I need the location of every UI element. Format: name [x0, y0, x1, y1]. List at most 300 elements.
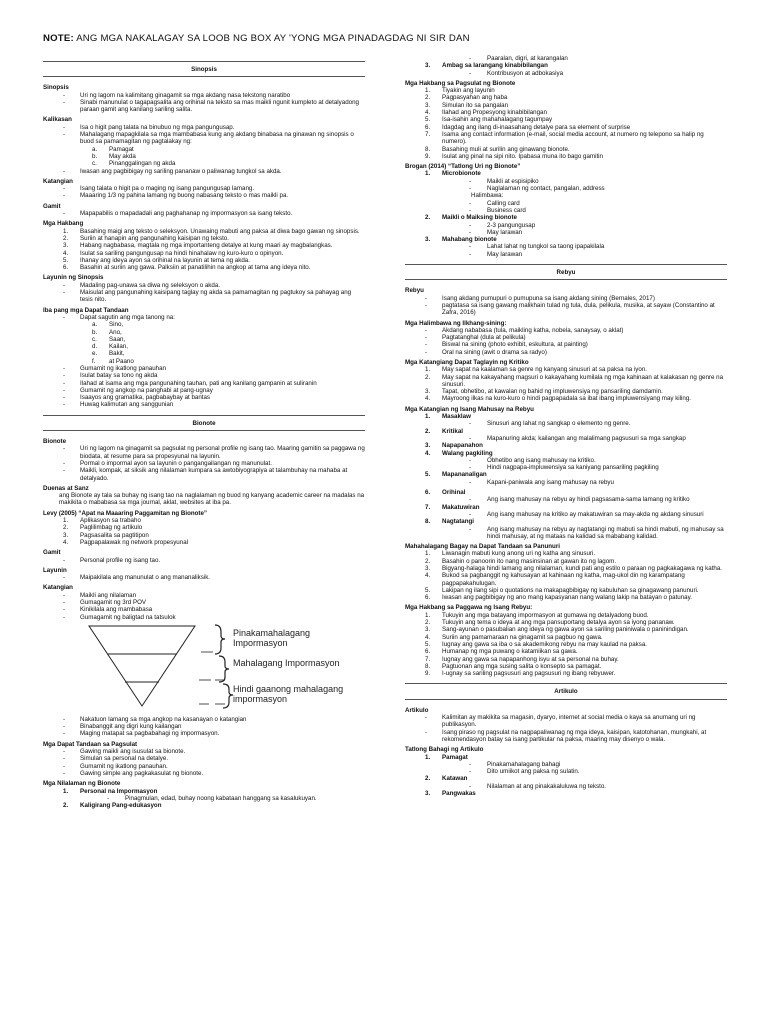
list-marker: c.	[92, 160, 97, 168]
list-marker: 1.	[63, 227, 69, 235]
list-marker: 4.	[425, 633, 431, 641]
list-marker: -	[63, 556, 66, 564]
list-marker: 2.	[425, 427, 431, 435]
list-item	[43, 365, 365, 372]
subsection-title: Layunin ng Sinopsis	[43, 274, 104, 282]
list-item	[405, 663, 727, 670]
list-item	[43, 574, 365, 581]
list-item	[43, 250, 365, 257]
list-marker: -	[63, 730, 66, 738]
subsection-title: Katangian	[43, 177, 73, 185]
list-marker: -	[63, 210, 66, 218]
list-marker: 7.	[425, 503, 431, 511]
list-marker: 3.	[425, 101, 431, 109]
list-item-text: Ilahad at isama ang mga pangunahing tauhan, pati ang kanilang gampanin at suliranin	[80, 379, 317, 387]
subsection-title: Tatlong Bahagi ng Artikulo	[405, 746, 484, 754]
list-item	[405, 641, 727, 648]
list-marker: 2.	[425, 557, 431, 565]
list-item	[405, 395, 727, 402]
list-item	[43, 539, 365, 546]
list-item-text: Kontribusyon at adbokasiya	[487, 69, 564, 77]
list-item	[405, 442, 727, 449]
list-item-text: Uri ng lagom na ginagamit sa pagsulat ng personal profile ng isang tao. Maaring gamitin sa paggawa ng biodata, at resume para sa propesyunal na layunin.	[80, 445, 365, 460]
list-item-text: May larawan	[487, 228, 523, 236]
list-item	[43, 401, 365, 408]
list-item-text: Mahalagang mapagkilala sa mga mambabasa kung ang akdang binabasa na ginawan ng sinopsis o buod sa pamamagitan ng pagtalakay ng:	[80, 131, 354, 146]
list-item	[405, 109, 727, 116]
list-item-text: Gumagamit ng 3rd POV	[80, 599, 147, 606]
list-item	[405, 656, 727, 663]
subsection-title: Mga Hakbang	[43, 220, 84, 228]
list-item	[405, 349, 727, 356]
subsection-title: Artikulo	[405, 706, 429, 714]
list-item	[405, 420, 727, 427]
list-item-text: Pagtuonan ang mga susing salita o konsepto sa pamagat.	[442, 662, 602, 670]
note-text: ANG MGA NAKALAGAY SA LOOB NG BOX AY 'YONG MGA PINADAGDAG NI SIR DAN	[73, 33, 470, 44]
list-item-text: Lahat lahat ng tungkol sa taong ipapakilala	[487, 243, 605, 251]
list-item-text: Humanap ng mga puwang o katamiikan sa gawa.	[442, 648, 578, 656]
subsection-title: Mga Hakbang sa Paggawa ng Isang Rebyu:	[405, 604, 533, 612]
list-item	[43, 185, 365, 192]
brace-3	[223, 684, 233, 708]
list-marker: 3.	[425, 236, 431, 244]
subsection-title: Mahahalagang Bagay na Dapat Tandaan sa Panunuri	[405, 543, 560, 551]
list-item-text: Maikli, kompak, at siksik ang nilalaman kumpara sa awtobiyograpiya at talambuhay na mahaba at detalyado.	[80, 467, 348, 482]
list-item	[405, 496, 727, 503]
list-marker: 3.	[425, 388, 431, 396]
list-item-text: Ano,	[109, 328, 122, 336]
list-marker: 1.	[425, 413, 431, 421]
list-marker: -	[63, 394, 66, 402]
list-item-text: Personal na Impormasyon	[80, 787, 158, 795]
list-marker: 3.	[63, 242, 69, 250]
list-item-text: Kritikal	[442, 427, 463, 435]
list-item-text: Pagtatanghal (dula at pelikula)	[442, 334, 526, 342]
list-marker: -	[425, 326, 428, 334]
list-item	[405, 594, 727, 601]
list-item-text: Isang talata o higit pa o maging ng isang pangungusap lamang.	[80, 185, 255, 193]
list-item-text: Masaklaw	[442, 413, 471, 421]
list-item-text: Paglilimbag ng artikulo	[80, 524, 143, 532]
list-item-text: Personal profile ng isang tao.	[80, 556, 161, 564]
list-item	[405, 302, 727, 317]
list-marker: -	[63, 445, 66, 453]
list-item	[43, 467, 365, 482]
list-item	[405, 94, 727, 101]
list-item-text: Isaayos ang gramatika, pagbabaybay at bantas	[80, 394, 211, 402]
list-item	[405, 729, 727, 744]
subsection-title: Mga Katangian ng Isang Mahusay na Rebyu	[405, 405, 534, 413]
list-item-text: Gumagamit ng baligtad na tatsulok	[80, 613, 176, 621]
list-item	[405, 761, 727, 768]
list-item	[405, 236, 727, 243]
list-marker: 4.	[425, 572, 431, 580]
right-column	[405, 55, 727, 797]
list-item-text: Iwasan ang pagbibigay ng ano mang kapasyanan nang walang lakip na batayan o patunay.	[442, 594, 692, 602]
list-marker: -	[63, 167, 66, 175]
list-item-text: Ang isang mahusay na rebyu ay hindi pagsasama-sama lamang ng kritiko	[487, 496, 690, 504]
list-item	[43, 168, 365, 175]
list-marker: -	[469, 69, 472, 77]
list-item	[405, 457, 727, 464]
list-item	[43, 264, 365, 271]
list-marker: 2.	[425, 373, 431, 381]
list-marker: -	[469, 55, 472, 62]
list-item-text: May akda	[109, 152, 136, 160]
list-item	[43, 445, 365, 460]
section-header: Bionote	[43, 415, 365, 431]
list-item	[405, 55, 727, 62]
list-item-text: Walang pagkiling	[442, 449, 493, 457]
list-marker: 6.	[425, 648, 431, 656]
list-item	[43, 92, 365, 99]
list-item-text: Maaaring 1/3 ng pahina lamang ng buong nabasang teksto o mas maikli pa.	[80, 192, 289, 200]
list-item	[43, 460, 365, 467]
list-item-text: Kinikilala ang mambabasa	[80, 606, 153, 614]
list-marker: a.	[92, 145, 98, 153]
list-item	[405, 768, 727, 775]
list-item	[43, 160, 365, 167]
list-item-text: Ihanay ang ideya ayon sa orihinal na layunin at tema ng akda.	[80, 256, 250, 264]
list-marker: b.	[92, 328, 98, 336]
list-item	[405, 648, 727, 655]
list-item	[43, 788, 365, 795]
list-item-text: Kaligirang Pang-edukasyon	[80, 802, 162, 810]
list-item	[405, 185, 727, 192]
list-item-text: Isulat sa sariling pangungusap na hindi hinahalaw ng kuro-kuro o opinyon.	[80, 249, 284, 257]
list-item	[405, 450, 727, 457]
list-item-text: Isa o higit pang talata na binubuo ng mga pangungusap.	[80, 123, 235, 131]
list-item-text: Mapapabilis o mapadadali ang paghahanap ng impormasyon sa isang teksto.	[80, 210, 293, 218]
list-item-text: Habang nagbabasa, magtala ng mga importanteng detalye at kung maari ay magbalangkas.	[80, 242, 333, 250]
list-marker: 2.	[63, 802, 69, 810]
list-marker: 2.	[63, 524, 69, 532]
list-item-text: Maikli o Maiksing bionote	[442, 214, 517, 222]
list-item	[43, 532, 365, 539]
list-item	[43, 770, 365, 777]
list-marker: 1.	[425, 550, 431, 558]
list-item	[405, 587, 727, 594]
list-item	[43, 289, 365, 304]
list-item	[405, 214, 727, 221]
list-marker: -	[63, 386, 66, 394]
list-item-text: Kailan,	[109, 343, 128, 351]
list-item-text: Pagpapalawak ng network propesyunal	[80, 538, 189, 546]
list-marker: 2.	[425, 94, 431, 102]
list-item-text: Isang piraso ng pagsulat na nagpapaliwanag ng mga ideya, kaisipan, katotohanan, mungkahi, at rekomendasyon batay sa isang partikular na paksa, maaring may disenyo o wala.	[442, 728, 707, 743]
list-marker: 4.	[63, 538, 69, 546]
list-item	[43, 606, 365, 613]
list-item	[43, 235, 365, 242]
list-item-text: Maipakilala ang manunulat o ang mananaliksik.	[80, 574, 211, 582]
list-marker: -	[425, 714, 428, 722]
list-item-text: Katawan	[442, 775, 468, 783]
list-marker: 1.	[63, 787, 69, 795]
list-item-text: Bukod sa pagbanggit ng kahusayan at kahinaan ng katha, mag-ukol din ng karampatang pagpapakahulugan.	[442, 572, 685, 587]
list-marker: -	[469, 456, 472, 464]
list-item	[405, 87, 727, 94]
section-header: Rebyu	[405, 264, 727, 280]
list-marker: -	[63, 459, 66, 467]
list-item-text: Dapat sagutin ang mga tanong na:	[80, 313, 175, 321]
list-item-text: Saan,	[109, 335, 126, 343]
list-marker: -	[63, 599, 66, 606]
list-item-text: Suriin ang pamamaraan na ginagamit sa pagbuo ng gawa.	[442, 633, 603, 641]
list-item-text: Idagdag ang ilang di-inaasahang detalye para sa element of surprise	[442, 123, 631, 131]
list-item-text: Isang akdang pumupuri o pumupuna sa isang akdang sining (Bernales, 2017)	[442, 294, 655, 302]
list-item-text: Liwanagin mabuti kung anong uri ng katha ang sinusuri.	[442, 550, 596, 558]
list-item-text: Isulat ang pinal na sipi nito. Ipabasa muna ito bago gamitin	[442, 152, 603, 160]
list-item-text: Aplikasyon sa trabaho	[80, 517, 141, 525]
list-marker: 9.	[425, 152, 431, 160]
list-item	[43, 723, 365, 730]
list-marker: 3.	[425, 565, 431, 572]
list-item	[43, 350, 365, 357]
section-header: Sinopsis	[43, 61, 365, 77]
list-marker: -	[63, 723, 66, 731]
list-marker: -	[63, 715, 66, 723]
list-item-text: Basahing muli at surilin ang ginawang bionote.	[442, 145, 570, 153]
subsection-title: Duenas at Sanz	[43, 484, 89, 492]
list-marker: -	[469, 782, 472, 790]
list-marker: -	[63, 192, 66, 200]
list-marker: -	[63, 606, 66, 614]
triangle-graphic	[87, 622, 257, 710]
list-marker: -	[63, 98, 66, 106]
list-marker: d.	[92, 343, 98, 351]
subsection-title: Gamit	[43, 549, 61, 557]
list-item	[405, 775, 727, 782]
list-item	[405, 222, 727, 229]
list-marker: -	[425, 301, 428, 309]
list-marker: -	[63, 613, 66, 621]
list-item	[405, 550, 727, 557]
list-item-text: Bakit,	[109, 350, 125, 358]
list-marker: 1.	[425, 753, 431, 761]
list-marker: -	[63, 379, 66, 387]
list-item	[43, 321, 365, 328]
list-item	[405, 565, 727, 572]
list-marker: -	[469, 760, 472, 768]
list-item-text: Sino,	[109, 321, 124, 329]
list-item	[43, 755, 365, 762]
list-item-text: Bigyang-halaga hindi lamang ang nilalaman, kundi pati ang estilo o paraan ng pagkakagawa ng katha.	[442, 565, 723, 572]
list-marker: 4.	[425, 109, 431, 117]
list-item	[405, 670, 727, 677]
list-marker: 2.	[425, 214, 431, 222]
list-marker: 6.	[63, 264, 69, 272]
list-item-text: Napapanahon	[442, 442, 483, 450]
list-item	[405, 207, 727, 214]
list-item-text: Tapat, obhetibo, at kawalan ng bahid ng impluwensiya ng pansariling damdamin.	[442, 388, 663, 396]
list-item-text: Akdang nababasa (tula, maikling katha, nobela, sanaysay, o aklat)	[442, 326, 624, 334]
list-item	[405, 295, 727, 302]
list-marker: -	[63, 769, 66, 777]
list-item	[43, 802, 365, 809]
brace-1	[215, 625, 225, 654]
list-marker: -	[63, 131, 66, 139]
list-item-text: Pamagat	[442, 753, 468, 761]
list-item	[405, 754, 727, 761]
list-marker: -	[469, 177, 472, 185]
list-marker: -	[469, 496, 472, 504]
list-item-text: Basahin o panoorin ito nang masinsinan at gawan ito ng lagom.	[442, 557, 617, 565]
section-header: Artikulo	[405, 683, 727, 699]
list-item	[405, 116, 727, 123]
list-item	[405, 62, 727, 69]
list-item-text: Dito umiikot ang paksa ng sulatin.	[487, 768, 580, 776]
list-item-text: Iwasan ang pagbibigay ng sariling pananaw o paliwanag tungkol sa akda.	[80, 167, 282, 175]
list-item	[43, 210, 365, 217]
list-item	[405, 479, 727, 486]
list-item	[405, 388, 727, 395]
list-marker: 6.	[425, 123, 431, 131]
list-item-text: Pamagat	[109, 145, 134, 153]
list-item	[43, 730, 365, 737]
list-marker: 4.	[425, 449, 431, 457]
list-item-text: Suriin at hanapin ang pangunahing kaisipan ng teksto.	[80, 234, 229, 242]
list-item-text: Naglalaman ng contact, pangalan, address	[487, 185, 605, 193]
list-item-text: Biswal na sining (photo exhibit, eskultura, at painting)	[442, 341, 588, 349]
list-item-text: Mahabang bionote	[442, 236, 497, 244]
list-item-text: Hindi nagpapa-impluwensiya sa kaniyang pansariling pagkiling	[487, 464, 659, 472]
list-marker: -	[63, 467, 66, 475]
list-marker: f.	[92, 357, 96, 365]
list-item	[43, 592, 365, 599]
list-item	[43, 153, 365, 160]
list-item	[405, 714, 727, 729]
list-item-text: Pinanggalingan ng akda	[109, 160, 176, 168]
triangle-label: Mahalagang Impormasyon	[233, 657, 340, 668]
list-item-text: Madaling pag-unawa sa diwa ng seleksyon o akda.	[80, 281, 220, 289]
list-marker: 7.	[425, 130, 431, 138]
list-item-text: Huwag kalimutan ang sanggunian	[80, 401, 174, 409]
paragraph: ang Bionote ay tala sa buhay ng isang tao na naglalaman ng buod ng kanyang academic career na madalas na makikita o mababasa sa mga journal, aklat, websites at iba pa.	[59, 492, 365, 507]
list-marker: 5.	[63, 256, 69, 264]
list-item	[43, 716, 365, 723]
list-item-text: Obhetibo ang isang mahusay na kritiko.	[487, 456, 596, 464]
list-marker: -	[469, 525, 472, 533]
list-item	[405, 178, 727, 185]
list-item	[405, 131, 727, 146]
list-item	[405, 327, 727, 334]
subsection-title: Brogan (2014) “Tatlong Uri ng Bionote”	[405, 163, 521, 171]
list-marker: -	[107, 794, 110, 802]
list-item-text: Calling card	[487, 199, 520, 207]
list-item-text: Basahing maigi ang teksto o seleksyon. Unawaing mabuti ang paksa at diwa bago gawan ng sinopsis.	[80, 227, 360, 235]
list-item-text: Maikli at espisipiko	[487, 177, 539, 185]
list-item-text: May sapat na kaalaman sa genre ng kanyang sinusuri at sa paksa na iyon.	[442, 366, 648, 374]
list-item	[43, 228, 365, 235]
list-item-text: Sang-ayunan o pasubalian ang ideya ng gawa ayon sa sariling paniniwala o paninindigan.	[442, 626, 689, 634]
list-item-text: May sapat na kakayahang magsuri o kakayahang kumilala ng mga kahinaan at kalakasan ng genre na sinusuri.	[442, 373, 724, 388]
list-item-text: Maging matapat sa pagbabahagi ng impormasyon.	[80, 730, 220, 738]
list-marker: e.	[92, 350, 98, 358]
subsection-title: Rebyu	[405, 287, 424, 295]
list-item-text: Simulan sa personal na detalye.	[80, 755, 169, 763]
list-item-text: Makatuwiran	[442, 503, 480, 511]
list-marker: -	[425, 334, 428, 342]
list-marker: 4.	[63, 249, 69, 257]
subsection-title: Gamit	[43, 202, 61, 210]
list-item	[405, 526, 727, 541]
subsection-title: Sinopsis	[43, 84, 69, 92]
list-item-text: I-ugnay sa sariling pagsusuri ang pagsusuri ng ibang rebyuwer.	[442, 670, 616, 678]
list-item	[43, 524, 365, 531]
list-item-text: Iugnay ang gawa sa iba o sa akademikong rebyu na may kaulad na paksa.	[442, 640, 648, 648]
list-marker: 3.	[425, 62, 431, 70]
list-item	[405, 464, 727, 471]
list-marker: -	[469, 221, 472, 229]
list-marker: 5.	[425, 116, 431, 124]
list-item	[405, 70, 727, 77]
subsection-title: Layunin	[43, 566, 67, 574]
list-item-text: pagtatasa sa isang gawang malikhain tulad ng tula, dula, pelikula, musika, at sayaw (Constantino at Zafra, 2016)	[442, 301, 715, 317]
list-item-text: Isa-isahin ang mahahalagang tagumpay	[442, 116, 553, 124]
list-item-text: Paaralan, digri, at karangalan	[487, 55, 568, 62]
list-marker: -	[469, 510, 472, 518]
list-item-text: Sinusuri ang lahat ng sangkap o elemento ng genre.	[487, 420, 631, 428]
list-item	[43, 517, 365, 524]
list-marker: 7.	[425, 655, 431, 663]
list-item	[43, 146, 365, 153]
list-item	[405, 192, 727, 199]
list-item	[43, 380, 365, 387]
list-item-text: Gumamit ng ikatlong panauhan.	[80, 762, 168, 770]
list-item	[405, 153, 727, 160]
list-marker: -	[63, 762, 66, 770]
list-marker: 5.	[425, 586, 431, 594]
list-item-text: Maisulat ang pangunahing kaisipang taglay ng akda sa pamamagitan ng pagtukoy sa pahayag ang tesis nito.	[80, 289, 352, 304]
list-item-text: Mapananaligan	[442, 471, 487, 479]
list-item-text: Tiyakin ang layunin	[442, 87, 495, 95]
note-banner	[43, 33, 470, 44]
list-marker: -	[469, 243, 472, 251]
list-item-text: Basahin at suriin ang gawa. Palksiin at panatilihin na angkop at tama ang ideya nito.	[80, 264, 311, 272]
list-item-text: at Paano	[109, 357, 134, 365]
list-marker: -	[63, 401, 66, 409]
list-marker: -	[469, 250, 472, 258]
list-item-text: Pagsasalita sa pagtitipon	[80, 531, 149, 539]
list-marker: -	[425, 728, 428, 736]
list-item-text: Gawing maikli ang isusulat sa bionote.	[80, 748, 186, 756]
list-item-text: Mapanuring akda; kailangan ang malalimang pagsusuri sa mga sangkap	[487, 434, 686, 442]
subsection-title: Mga Hakbang sa Pagsulat ng Bionote	[405, 79, 516, 87]
list-item-text: Ang isang mahusay na rebyu ay nagtatangi ng mabuti sa hindi mabuti, ng mahusay sa hindi mahusay, at ng mataas na kalidad sa mababang kalidad.	[487, 525, 724, 540]
list-item	[43, 257, 365, 264]
list-item-text: Pormal o impormal ayon sa layunin o pangangailangan ng manunulat.	[80, 459, 272, 467]
list-item	[405, 572, 727, 587]
list-marker: -	[63, 591, 66, 599]
list-item	[405, 170, 727, 177]
list-item	[405, 374, 727, 389]
list-item	[405, 334, 727, 341]
triangle-outline	[89, 626, 195, 706]
list-marker: -	[469, 464, 472, 472]
list-item	[405, 626, 727, 633]
list-item-text: Pinakamahalagang bahagi	[487, 760, 561, 768]
list-item-text: Isulat batay sa tono ng akda	[80, 372, 158, 380]
subsection-title: Mga Nilalaman ng Bionote	[43, 780, 121, 788]
list-item	[43, 242, 365, 249]
left-column	[43, 55, 365, 809]
list-item	[43, 314, 365, 321]
list-item	[43, 282, 365, 289]
list-marker: b.	[92, 152, 98, 160]
triangle-label: Pinakamahalagang Impormasyon	[233, 627, 311, 649]
list-item-text: Maikli ang nilalaman	[80, 591, 137, 599]
list-item	[405, 200, 727, 207]
